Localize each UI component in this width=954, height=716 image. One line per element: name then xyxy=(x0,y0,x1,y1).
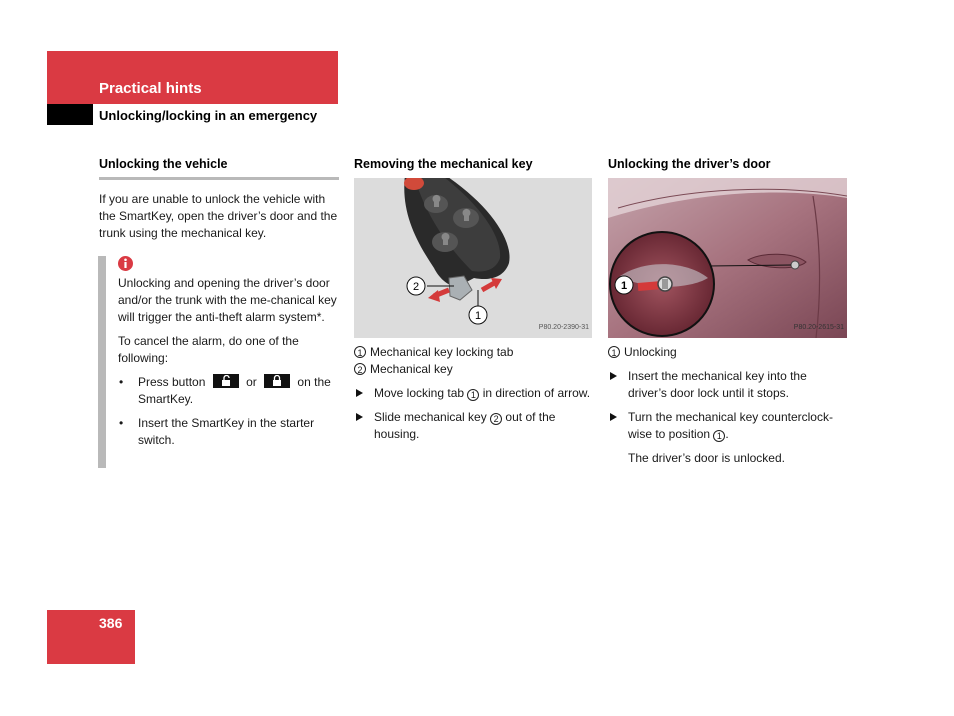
note-bar xyxy=(98,256,106,468)
legend-number: 2 xyxy=(354,363,366,375)
smartkey-illustration xyxy=(354,178,592,338)
subsection-marker xyxy=(47,104,93,125)
legend-text: Mechanical key xyxy=(370,362,453,376)
note-paragraph-cancel: To cancel the alarm, do one of the following: xyxy=(118,334,299,365)
column-removing-key xyxy=(354,156,592,450)
callout-2: 2 xyxy=(412,281,420,293)
cancel-options-list xyxy=(118,374,339,449)
page-number: 386 xyxy=(99,615,123,631)
legend-item xyxy=(354,344,592,361)
unlock-button-icon xyxy=(213,374,239,388)
column-heading: Unlocking the driver’s door xyxy=(608,157,771,171)
instruction-steps xyxy=(608,368,848,443)
section-title: Practical hints xyxy=(99,80,202,97)
column-heading: Unlocking the vehicle xyxy=(99,157,228,171)
step-arrow-icon xyxy=(610,413,617,421)
list-item: • Insert the SmartKey in the starter switch. xyxy=(118,415,339,449)
list-item xyxy=(118,374,339,408)
heading-rule xyxy=(99,177,339,180)
figure-code: P80.20-2615-31 xyxy=(793,324,844,331)
legend-text: Mechanical key locking tab xyxy=(370,345,514,359)
step-text: in direction of arrow. xyxy=(482,386,591,400)
inline-number: 1 xyxy=(713,430,725,442)
step-arrow-icon xyxy=(356,389,363,397)
instruction-step xyxy=(608,409,848,443)
bullet-text: on the SmartKey. xyxy=(138,375,331,406)
smartkey-figure xyxy=(354,178,592,338)
figure-legend xyxy=(354,344,592,378)
step-text: Insert the mechanical key into the driver’s door lock until it stops. xyxy=(628,369,807,400)
note-paragraph-alarm: Unlocking and opening the driver’s door and/or the trunk with the me-chanical key will trigger the anti-theft alarm system*. xyxy=(118,276,337,324)
subsection-title: Unlocking/locking in an emergency xyxy=(99,108,318,123)
legend-number: 1 xyxy=(608,346,620,358)
column-unlocking-vehicle xyxy=(99,156,339,456)
step-arrow-icon xyxy=(610,372,617,380)
callout-1: 1 xyxy=(620,280,628,292)
bullet-text: or xyxy=(246,375,257,389)
inline-number: 1 xyxy=(467,389,479,401)
figure-code: P80.20-2390-31 xyxy=(538,324,589,331)
step-text: . xyxy=(725,427,729,441)
instruction-steps xyxy=(354,385,592,443)
instruction-step xyxy=(354,409,592,443)
callout-1: 1 xyxy=(474,310,482,322)
door-figure xyxy=(608,178,847,338)
lock-button-icon xyxy=(264,374,290,388)
inline-number: 2 xyxy=(490,413,502,425)
legend-number: 1 xyxy=(354,346,366,358)
intro-paragraph: If you are unable to unlock the vehicle with the SmartKey, open the driver’s door and the trunk using the mechanical key. xyxy=(99,192,338,240)
figure-legend xyxy=(608,344,848,361)
legend-text: Unlocking xyxy=(624,345,677,359)
step-text: out of the housing. xyxy=(374,410,556,441)
info-icon xyxy=(118,256,133,271)
column-unlocking-door xyxy=(608,156,848,467)
result-text: The driver’s door is unlocked. xyxy=(628,451,785,465)
info-note xyxy=(98,256,339,449)
legend-item xyxy=(608,344,848,361)
step-text: Slide mechanical key xyxy=(374,410,487,424)
legend-item xyxy=(354,361,592,378)
instruction-step xyxy=(608,368,848,402)
step-text: Turn the mechanical key counterclock-wise to position xyxy=(628,410,833,441)
step-text: Move locking tab xyxy=(374,386,465,400)
column-heading: Removing the mechanical key xyxy=(354,157,533,171)
instruction-step xyxy=(354,385,592,402)
bullet-text: Press button xyxy=(138,375,206,389)
door-illustration xyxy=(608,178,847,338)
step-arrow-icon xyxy=(356,413,363,421)
